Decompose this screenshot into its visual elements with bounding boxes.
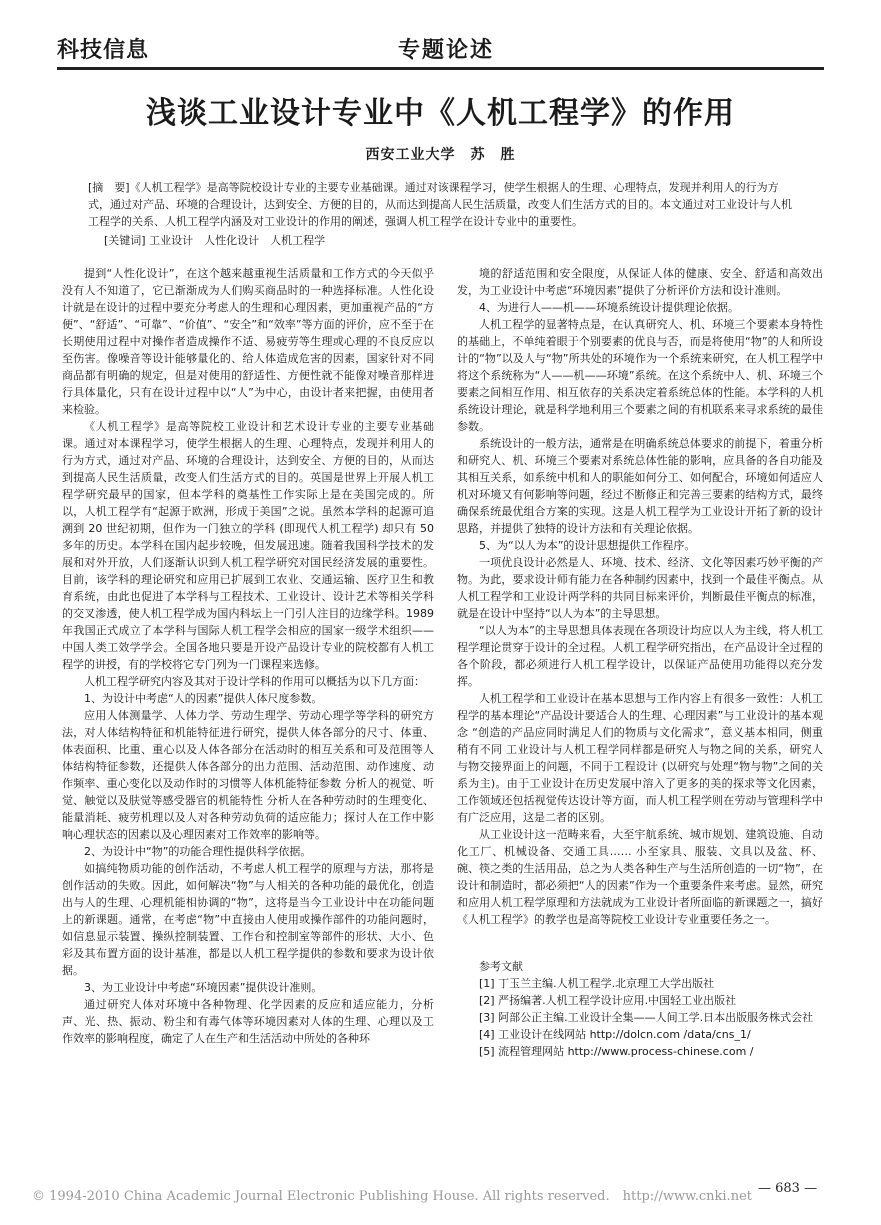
section-heading: 1、为设计中考虑“人的因素”提供人体尺度参数。 <box>84 692 323 705</box>
copyright-notice: © 1994-2010 China Academic Journal Electronic Publishing House. All rights reserved. http://www.cnki.net <box>32 1189 752 1204</box>
section-heading: 3、为工业设计中考虑“环境因素”提供设计准则。 <box>84 981 323 994</box>
paragraph: 从工业设计这一范畴来看，大至宇航系统、城市规划、建筑设施、自动化工厂、机械设备、交通工具…… 小至家具、服装、文具以及盆、杯、碗、筷之类的生活用品，总之为人类各种生产与生活所创造的一切“物”，在设计和制造时，都必须把“人的因素”作为一个重要条件来考虑。显然，研究和应用人机工程学原理和方法就成为工业设计者所面临的新课题之一，搞好《人机工程学》的教学也是高等院校工业设计专业重要任务之一。 <box>457 828 823 926</box>
header-rule <box>57 67 824 70</box>
paragraph: “以人为本”的主导思想具体表现在各项设计均应以人为主线，将人机工程学理论贯穿于设计的全过程。人机工程学研究指出，在产品设计全过程的各个阶段，都必须进行人机工程学设计，以保证产品使用功能得以充分发挥。 <box>457 624 823 688</box>
section-heading: 2、为设计中“物”的功能合理性提供科学依据。 <box>84 845 312 858</box>
paragraph: 一项优良设计必然是人、环境、技术、经济、文化等因素巧妙平衡的产物。为此，要求设计师有能力在各种制约因素中，找到一个最佳平衡点。从人机工程学和工业设计两学科的共同目标来评价，判断最佳平衡点的标准，就是在设计中坚持“以人为本”的主导思想。 <box>457 556 823 620</box>
paragraph: 人机工程学的显著特点是，在认真研究人、机、环境三个要素本身特性的基础上，不单纯着眼于个别要素的优良与否，而是将使用“物”的人和所设计的“物”以及人与“物”所共处的环境作为一个系统来研究，在人机工程学中将这个系统称为“人——机——环境”系统。在这个系统中人、机、环境三个要素之间相互作用、相互依存的关系决定着系统总体的性能。本学科的人机系统设计理论，就是科学地利用三个要素之间的有机联系来寻求系统的最佳参数。 <box>457 318 823 433</box>
paragraph: 系统设计的一般方法，通常是在明确系统总体要求的前提下，着重分析和研究人、机、环境三个要素对系统总体性能的影响，应具备的各自功能及其相互关系，如系统中机和人的职能如何分工、如何配合，环境如何适应人 机对环境又有何影响等问题，经过不断修正和完善三要素的结构方式，最终确保系统最优组合方案的实现。这是人机工程学为工业设计开拓了新的设计思路，并提供了独特的设计方法和有关理论依据。 <box>457 437 823 535</box>
paragraph: 境的舒适范围和安全限度，从保证人体的健康、安全、舒适和高效出发，为工业设计中考虑“环境因素”提供了分析评价方法和设计准则。 <box>457 267 823 297</box>
references <box>457 958 823 1060</box>
reference-item: [5] 流程管理网站 http://www.process-chinese.com / <box>479 1045 754 1058</box>
reference-item: [2] 严扬编著.人机工程学设计应用.中国轻工业出版社 <box>479 994 737 1007</box>
reference-item: [3] 阿部公正主编.工业设计全集——人间工学.日本出版服务株式会社 <box>479 1011 814 1024</box>
paragraph: 提到“人性化设计”，在这个越来越重视生活质量和工作方式的今天似乎没有人不知道了，它已渐渐成为人们购买商品时的一种选择标准。人性化设计就是在设计的过程中要充分考虑人的生理和心理因素，更加重视产品的“方便”、“舒适”、“可靠”、“价值”、“安全”和“效率”等方面的评价，应不至于在长期使用过程中对操作者造成操作不适、易疲劳等生理或心理的不良反应以至伤害。像噪音等设计能够量化的、给人体造成危害的因素，国家针对不同商品都有明确的规定，但是对使用的舒适性、方便性就不能像对噪音那样进行具体量化，只有在设计过程中以“人”为中心，由设计者来把握，由使用者来检验。 <box>62 267 434 416</box>
keywords: [关键词] 工业设计 人性化设计 人机工程学 <box>104 234 326 247</box>
section-heading: 4、为进行人——机——环境系统设计提供理论依据。 <box>479 301 739 314</box>
paragraph: 人机工程学和工业设计在基本思想与工作内容上有很多一致性：人机工程学的基本理论“产品设计要适合人的生理、心理因素”与工业设计的基本观念 “创造的产品应同时满足人们的物质与文化需求”，意义基本相同，侧重稍有不同 工业设计与人机工程学同样都是研究人与物之间的关系，研究人与物交接界面上的问题，不同于工程设计 (以研究与处理“物与物”之间的关系为主)。由于工业设计在历史发展中溶入了更多的美的探求等文化因素，工作领域还包括视觉传达设计等方面，而人机工程学则在劳动与管理科学中有广泛应用，这是二者的区别。 <box>457 692 823 824</box>
reference-item: [4] 工业设计在线网站 http://dolcn.com /data/cns_1/ <box>479 1028 751 1041</box>
references-title: 参考文献 <box>479 960 523 973</box>
paragraph: 通过研究人体对环境中各种物理、化学因素的反应和适应能力，分析声、光、热、振动、粉尘和有毒气体等环境因素对人体的生理、心理以及工作效率的影响程度，确定了人在生产和生活活动中所处的各种环 <box>62 998 434 1045</box>
paragraph: 应用人体测量学、人体力学、劳动生理学、劳动心理学等学科的研究方法，对人体结构特征和机能特征进行研究，提供人体各部分的尺寸、体重、体表面积、比重、重心以及人体各部分在活动时的相互关系和可及范围等人体结构特征参数，还提供人体各部分的出力范围、活动范围、动作速度、动作频率、重心变化以及动作时的习惯等人体机能特征参数 分析人的视觉、听觉、触觉以及肤觉等感受器官的机能特性 分析人在各种劳动时的生理变化、能量消耗、疲劳机理以及人对各种劳动负荷的适应能力；探讨人在工作中影响心理状态的因素以及心理因素对工作效率的影响等。 <box>62 709 434 841</box>
journal-name: 科技信息 <box>57 38 150 63</box>
right-column <box>457 265 823 1060</box>
article-title: 浅谈工业设计专业中《人机工程学》的作用 <box>146 96 735 131</box>
paragraph: 《人机工程学》是高等院校工业设计和艺术设计专业的主要专业基础课。通过对本课程学习，使学生根据人的生理、心理特点，发现并利用人的行为方式，通过对产品、环境的合理设计，达到安全、方便的目的，从而达到提高人民生活质量，改变人们生活方式的目的。英国是世界上开展人机工程学研究最早的国家，但本学科的奠基性工作实际上是在美国完成的。所以，人机工程学有“起源于欧洲，形成于美国”之说。虽然本学科的起源可追溯到 20 世纪初期，但作为一门独立的学科 (即现代人机工程学) 却只有 50 多年的历史。本学科在国内起步较晚，但发展迅速。随着我国科学技术的发展和对外开放，人们逐渐认识到人机工程学研究对国民经济发展的重要性。目前，该学科的理论研究和应用已扩展到工农业、交通运输、医疗卫生和教育系统，由此也促进了本学科与工程技术、工业设计、设计艺术等相关学科的交叉渗透，使人机工程学成为国内科坛上一门引人注目的边缘学科。1989 年我国正式成立了本学科与国际人机工程学会相应的国家一级学术组织——中国人类工效学学会。全国各地只要是开设产品设计专业的院校都有人机工程学的讲授，有的学校将它专门列为一门课程来选修。 <box>62 420 434 671</box>
page-number: — 683 — <box>758 1181 818 1196</box>
column-name: 专题论述 <box>398 38 495 63</box>
reference-item: [1] 丁玉兰主编.人机工程学.北京理工大学出版社 <box>479 977 715 990</box>
author-affiliation: 西安工业大学 苏 胜 <box>365 147 516 163</box>
section-heading: 5、为“以人为本”的设计思想提供工作程序。 <box>479 539 696 552</box>
paragraph: 如搞纯物质功能的创作活动，不考虑人机工程学的原理与方法，那将是创作活动的失败。因此，如何解决“物”与人相关的各种功能的最优化，创造出与人的生理、心理机能相协调的“物”，这将是当今工业设计中在功能问题上的新课题。通常，在考虑“物”中直接由人使用或操作部件的功能问题时，如信息显示装置、操纵控制装置、工作台和控制室等部件的形状、大小、色彩及其布置方面的设计基准，都是以人机工程学提供的参数和要求为设计依据。 <box>62 862 434 977</box>
paragraph: 人机工程学研究内容及其对于设计学科的作用可以概括为以下几方面： <box>84 675 425 688</box>
footer <box>0 1181 881 1205</box>
left-column <box>62 265 434 1047</box>
abstract: [摘 要]《人机工程学》是高等院校设计专业的主要专业基础课。通过对该课程学习，使学生根据人的生理、心理特点，发现并利用人的行为方式，通过对产品、环境的合理设计，达到安全、方便的目的，从而达到提高人民生活质量，改变人们生活方式的目的。本文通过对工业设计与人机工程学的关系、人机工程学内涵及对工业设计的作用的阐述，强调人机工程学在设计专业中的重要性。 <box>88 181 792 228</box>
